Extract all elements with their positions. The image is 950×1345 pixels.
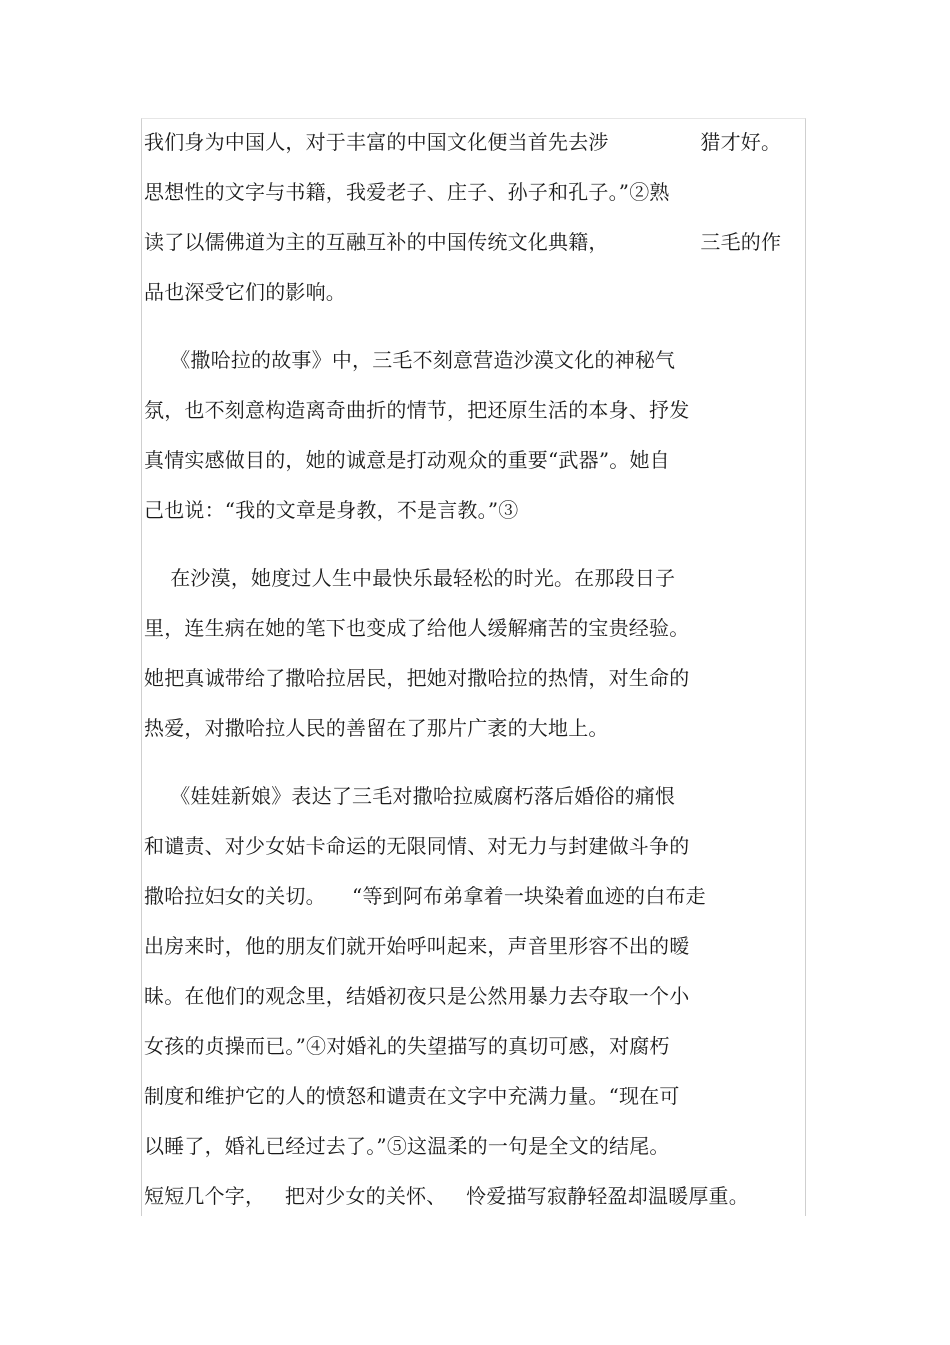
text-line: 制度和维护它的人的愤怒和谴责在文字中充满力量。“现在可	[144, 1084, 680, 1108]
text-line: 撒哈拉妇女的关切。 “等到阿布弟拿着一块染着血迹的白布走	[144, 884, 706, 908]
text-line: 在沙漠，她度过人生中最快乐最轻松的时光。在那段日子	[144, 566, 676, 590]
text-line: 己也说：“我的文章是身教，不是言教。”③	[144, 498, 519, 522]
text-line: 昧。在他们的观念里，结婚初夜只是公然用暴力去夺取一个小	[144, 984, 690, 1008]
text-line: 《娃娃新娘》表达了三毛对撒哈拉威腐朽落后婚俗的痛恨	[144, 784, 676, 808]
text-line: 我们身为中国人，对于丰富的中国文化便当首先去涉 猎才好。	[144, 130, 782, 154]
text-line: 和谴责、对少女姑卡命运的无限同情、对无力与封建做斗争的	[144, 834, 690, 858]
text-line: 里，连生病在她的笔下也变成了给他人缓解痛苦的宝贵经验。	[144, 616, 690, 640]
text-line: 她把真诚带给了撒哈拉居民，把她对撒哈拉的热情，对生命的	[144, 666, 690, 690]
text-line: 《撒哈拉的故事》中，三毛不刻意营造沙漠文化的神秘气	[144, 348, 676, 372]
text-line: 短短几个字， 把对少女的关怀、 怜爱描写寂静轻盈却温暖厚重。	[144, 1184, 749, 1208]
text-line: 真情实感做目的，她的诚意是打动观众的重要“武器”。她自	[144, 448, 670, 472]
text-line: 读了以儒佛道为主的互融互补的中国传统文化典籍， 三毛的作	[144, 230, 782, 254]
text-line: 热爱，对撒哈拉人民的善留在了那片广袤的大地上。	[144, 716, 609, 740]
text-line: 出房来时，他的朋友们就开始呼叫起来，声音里形容不出的暧	[144, 934, 690, 958]
text-line: 品也深受它们的影响。	[144, 280, 346, 304]
text-line: 以睡了，婚礼已经过去了。”⑤这温柔的一句是全文的结尾。	[144, 1134, 670, 1158]
text-line: 女孩的贞操而已。”④对婚礼的失望描写的真切可感，对腐朽	[144, 1034, 670, 1058]
text-line: 氛，也不刻意构造离奇曲折的情节，把还原生活的本身、抒发	[144, 398, 690, 422]
text-line: 思想性的文字与书籍，我爱老子、庄子、孙子和孔子。”②熟	[144, 180, 670, 204]
